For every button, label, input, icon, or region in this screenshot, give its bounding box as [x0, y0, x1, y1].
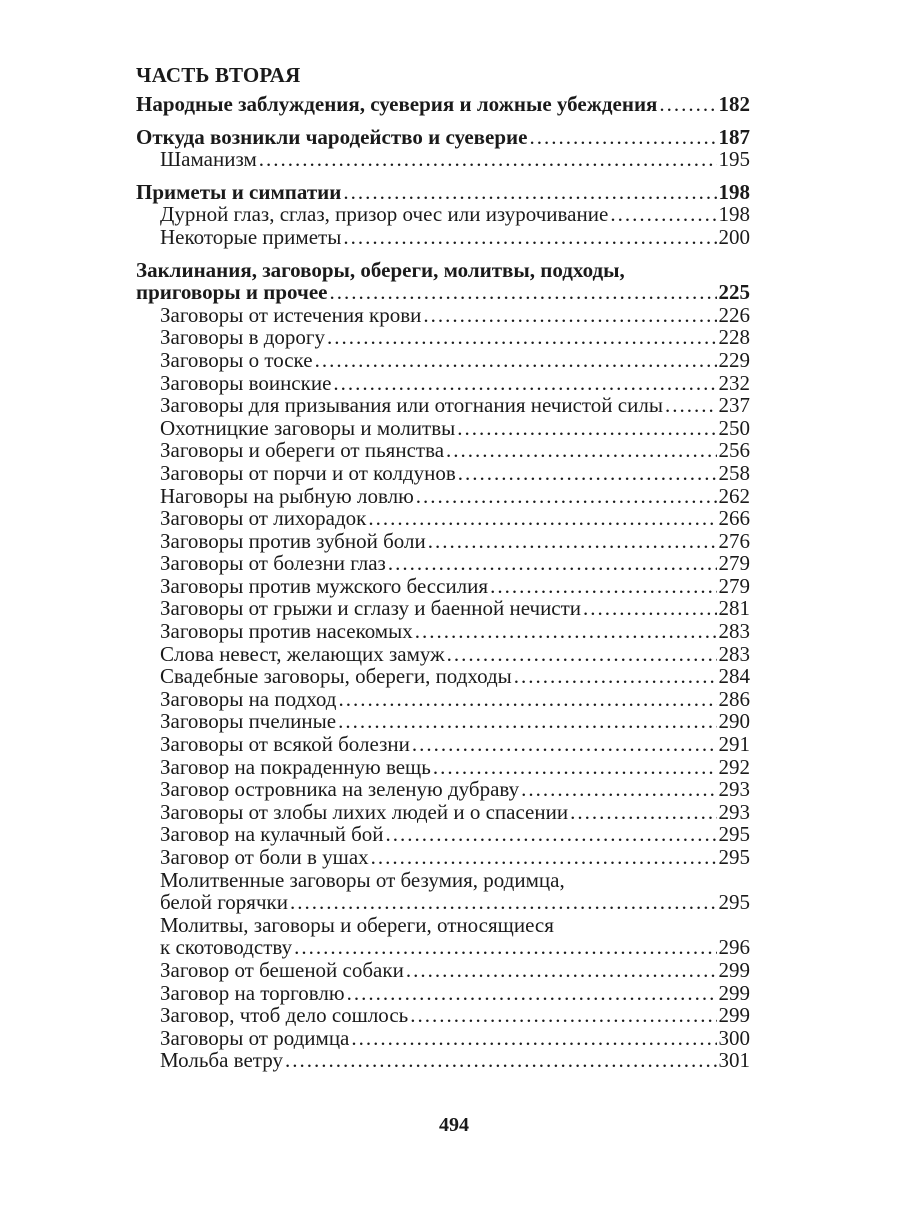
toc-entry-title: Заговоры на подход [160, 686, 337, 711]
toc-page-number: 232 [718, 370, 750, 395]
dot-leader [521, 778, 716, 801]
toc-page-number: 283 [718, 619, 750, 644]
dot-leader [285, 1049, 717, 1072]
dot-leader [415, 620, 717, 643]
toc-subentry [136, 530, 750, 553]
dot-leader [333, 372, 716, 395]
dot-leader [386, 823, 717, 846]
toc-entry-title: Мольба ветру [160, 1048, 283, 1073]
toc-entry-title: Заговоры против мужского бессилия [160, 573, 489, 598]
toc-subentry [136, 304, 750, 327]
toc-subentry-line1: Молитвенные заговоры от безумия, родимца, [160, 867, 565, 892]
toc-subentry [136, 148, 750, 171]
dot-leader [351, 1027, 716, 1050]
dot-leader [388, 552, 717, 575]
toc-entry-title: Заговоры в дорогу [160, 325, 326, 350]
toc-subentry [136, 643, 750, 666]
dot-leader [446, 439, 716, 462]
dot-leader [529, 126, 716, 149]
toc-page-number: 299 [718, 957, 750, 982]
dot-leader [570, 801, 716, 824]
toc-page-number: 198 [718, 202, 750, 227]
dot-leader [433, 756, 717, 779]
dot-leader [290, 891, 717, 914]
toc-entry-title: Заговор на покраденную вещь [160, 754, 431, 779]
toc-entry-title: Заговор от бешеной собаки [160, 957, 404, 982]
toc-subentry [136, 552, 750, 575]
dot-leader [665, 394, 717, 417]
toc-page-number: 290 [718, 709, 750, 734]
toc-page-number: 281 [718, 596, 750, 621]
toc-subentry [136, 846, 750, 869]
toc-subentry [136, 349, 750, 372]
dot-leader [659, 93, 716, 116]
dot-leader [327, 326, 716, 349]
toc-page-number: 266 [718, 506, 750, 531]
toc-page-number: 286 [718, 686, 750, 711]
toc-page-number: 195 [718, 147, 750, 172]
toc-entry-title: Свадебные заговоры, обереги, подходы [160, 664, 512, 689]
toc-page [136, 62, 750, 1072]
page-number-footer: 494 [439, 1114, 469, 1136]
toc-page-number: 256 [718, 438, 750, 463]
toc-subentry [136, 891, 750, 914]
toc-subentry [136, 394, 750, 417]
dot-leader [338, 710, 716, 733]
toc-page-number: 284 [718, 664, 750, 689]
toc-entry-title: Заговор, чтоб дело сошлось [160, 1003, 409, 1028]
toc-entry-title: к скотоводству [160, 935, 293, 960]
toc-subentry [136, 575, 750, 598]
toc-entry-title: Заговоры о тоске [160, 347, 313, 372]
dot-leader [343, 181, 716, 204]
dot-leader [428, 530, 717, 553]
toc-page-number: 295 [718, 845, 750, 869]
toc-subentry [136, 203, 750, 226]
toc-entry-title: Заговоры от родимца [160, 1025, 350, 1050]
dot-leader [514, 665, 717, 688]
toc-page-number: 300 [718, 1025, 750, 1050]
toc-entry-title: Заговоры от болезни глаз [160, 551, 386, 576]
toc-entry-title: Некоторые приметы [160, 224, 342, 249]
toc-page-number: 292 [718, 754, 750, 779]
toc-page-number: 295 [718, 890, 750, 915]
dot-leader [410, 1004, 716, 1027]
dot-leader [368, 507, 716, 530]
toc-entry-title: Заговоры против насекомых [160, 619, 413, 644]
toc-entry-title: Народные заблуждения, суеверия и ложные убеждения [136, 92, 658, 116]
toc-entry-title: Приметы и симпатии [136, 179, 342, 204]
toc-entry-title: Заговор островника на зеленую дубраву [160, 777, 520, 802]
toc-subentry [136, 1027, 750, 1050]
dot-leader [583, 597, 716, 620]
toc-subentry [136, 982, 750, 1005]
toc-page-number: 293 [718, 777, 750, 802]
toc-page-number: 291 [718, 732, 750, 757]
toc-entry-title: Дурной глаз, сглаз, призор очес или изурочивание [160, 202, 609, 227]
toc-subentry [136, 936, 750, 959]
toc-entry-title: Заговоры от лихорадок [160, 506, 367, 531]
toc-page-number: 295 [718, 822, 750, 847]
toc-subentry-line1: Молитвы, заговоры и обереги, относящиеся [160, 912, 554, 937]
toc-page-number: 279 [718, 551, 750, 576]
toc-entry-title: белой горячки [160, 890, 288, 915]
toc-subentry [136, 1049, 750, 1072]
toc-subentry [136, 1004, 750, 1027]
toc-entry-title: Наговоры на рыбную ловлю [160, 483, 414, 508]
toc-page-number: 198 [718, 179, 750, 204]
toc-entry-title: Шаманизм [160, 147, 257, 172]
toc-subentry [136, 462, 750, 485]
dot-leader [371, 846, 717, 869]
toc-page-number: 296 [718, 935, 750, 960]
toc-section-line1: Заклинания, заговоры, обереги, молитвы, подходы, [136, 257, 625, 282]
toc-entry-title: приговоры и прочее [136, 280, 328, 305]
toc-entry-title: Заговоры против зубной боли [160, 528, 426, 553]
toc-entry-title: Заговоры и обереги от пьянства [160, 438, 445, 463]
toc-subentry [136, 710, 750, 733]
toc-entry-title: Заговоры для призывания или отогнания нечистой силы [160, 393, 663, 418]
toc-page-number: 279 [718, 573, 750, 598]
toc-subentry [136, 417, 750, 440]
toc-subentry [136, 959, 750, 982]
toc-entry-title: Заговоры от истечения крови [160, 302, 422, 327]
dot-leader [343, 226, 716, 249]
toc-entry-title: Заговоры от всякой болезни [160, 732, 410, 757]
toc-subentry [136, 326, 750, 349]
toc-entry-title: Откуда возникли чародейство и суеверие [136, 124, 528, 149]
toc-page-number: 225 [718, 280, 750, 305]
toc-entry-title: Заговоры от злобы лихих людей и о спасении [160, 799, 569, 824]
toc-subentry [136, 778, 750, 801]
dot-leader [259, 148, 717, 171]
toc-page-number: 226 [718, 302, 750, 327]
dot-leader [406, 959, 717, 982]
toc-page-number: 237 [718, 393, 750, 418]
toc-page-number: 276 [718, 528, 750, 553]
toc-page-number: 250 [718, 415, 750, 440]
dot-leader [416, 485, 717, 508]
dot-leader [338, 688, 716, 711]
toc-subentry [136, 507, 750, 530]
dot-leader [347, 982, 717, 1005]
toc-page-number: 258 [718, 460, 750, 485]
dot-leader [457, 417, 716, 440]
dot-leader [423, 304, 716, 327]
toc-page-number: 262 [718, 483, 750, 508]
toc-subentry [136, 823, 750, 846]
toc-page-number: 283 [718, 641, 750, 666]
toc-entry-title: Слова невест, желающих замуж [160, 641, 445, 666]
toc-page-number: 200 [718, 224, 750, 249]
toc-section [136, 181, 750, 204]
toc-subentry [136, 756, 750, 779]
toc-entry-title: Охотницкие заговоры и молитвы [160, 415, 456, 440]
toc-page-number: 187 [718, 124, 750, 149]
dot-leader [610, 203, 716, 226]
toc-page-number: 299 [718, 1003, 750, 1028]
toc-entry-title: Заговоры пчелиные [160, 709, 337, 734]
toc-subentry [136, 665, 750, 688]
dot-leader [458, 462, 717, 485]
toc-subentry [136, 801, 750, 824]
toc-subentry [136, 688, 750, 711]
toc-entry-title: Заговоры воинские [160, 370, 332, 395]
toc-section [136, 281, 750, 304]
part-title: ЧАСТЬ ВТОРАЯ [136, 63, 301, 87]
dot-leader [294, 936, 716, 959]
toc-section [136, 93, 750, 116]
toc-subentry [136, 597, 750, 620]
dot-leader [412, 733, 717, 756]
toc-page-number: 182 [718, 92, 750, 116]
dot-leader [315, 349, 717, 372]
toc-page-number: 229 [718, 347, 750, 372]
toc-entry-title: Заговор от боли в ушах [160, 845, 369, 869]
toc-entry-title: Заговоры от порчи и от колдунов [160, 460, 456, 485]
toc-page-number: 301 [718, 1048, 750, 1073]
toc-subentry [136, 226, 750, 249]
toc-subentry [136, 439, 750, 462]
toc-subentry [136, 485, 750, 508]
toc-subentry [136, 620, 750, 643]
toc-page-number: 299 [718, 980, 750, 1005]
toc-entry-title: Заговор на торговлю [160, 980, 345, 1005]
dot-leader [447, 643, 717, 666]
toc-subentry [136, 372, 750, 395]
dot-leader [329, 281, 716, 304]
toc-page-number: 228 [718, 325, 750, 350]
toc-subentry [136, 733, 750, 756]
toc-section [136, 126, 750, 149]
toc-entry-title: Заговор на кулачный бой [160, 822, 384, 847]
dot-leader [490, 575, 716, 598]
toc-page-number: 293 [718, 799, 750, 824]
toc-entry-title: Заговоры от грыжи и сглазу и баенной нечисти [160, 596, 582, 621]
